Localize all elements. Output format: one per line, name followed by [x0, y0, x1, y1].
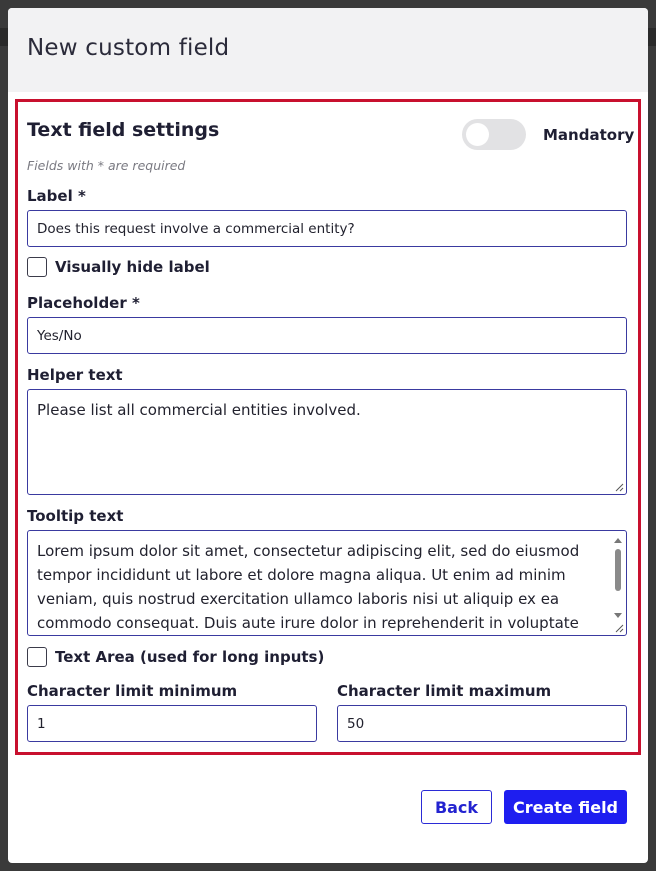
backdrop-edge-left: [0, 28, 8, 46]
label-input[interactable]: Does this request involve a commercial entity?: [27, 210, 627, 247]
toggle-knob: [466, 123, 489, 146]
custom-field-modal: [8, 8, 648, 863]
visually-hide-label-checkbox[interactable]: [27, 257, 47, 277]
mandatory-label: Mandatory: [543, 126, 635, 144]
tooltip-text-input[interactable]: [27, 530, 627, 636]
tooltip-scrollbar[interactable]: [613, 535, 623, 621]
required-note: Fields with * are required: [27, 158, 186, 173]
char-limit-max-input[interactable]: 50: [337, 705, 627, 742]
text-field-settings-panel: [15, 99, 641, 755]
placeholder-field-label: Placeholder *: [27, 294, 140, 312]
scroll-down-icon[interactable]: [614, 613, 622, 618]
tooltip-text-value: Lorem ipsum dolor sit amet, consectetur adipiscing elit, sed do eiusmod tempor incididunt ut labore et dolore magna aliqua. Ut enim ad minim veniam, quis nostrud exercitation ullamco laboris nisi ut aliquip ex ea commodo consequat. Duis aute irure dolor in reprehenderit in voluptate: [37, 542, 580, 632]
settings-title: Text field settings: [27, 119, 220, 141]
modal-header: [8, 8, 648, 92]
create-field-button[interactable]: Create field: [504, 790, 627, 824]
char-limit-min-input[interactable]: 1: [27, 705, 317, 742]
text-area-option-text: Text Area (used for long inputs): [55, 648, 325, 666]
tooltip-text-label: Tooltip text: [27, 507, 124, 525]
label-field-label: Label *: [27, 187, 86, 205]
text-area-checkbox[interactable]: [27, 647, 47, 667]
helper-text-label: Helper text: [27, 366, 123, 384]
scroll-thumb[interactable]: [615, 549, 621, 591]
scroll-up-icon[interactable]: [614, 538, 622, 543]
resize-grip-icon[interactable]: [615, 483, 624, 492]
modal-title: New custom field: [27, 35, 230, 61]
backdrop-edge-right: [648, 28, 656, 46]
text-area-option-row[interactable]: [27, 647, 324, 667]
helper-text-input[interactable]: [27, 389, 627, 495]
placeholder-input[interactable]: Yes/No: [27, 317, 627, 354]
back-button[interactable]: Back: [421, 790, 492, 824]
mandatory-toggle[interactable]: [462, 119, 526, 150]
helper-text-value: Please list all commercial entities involved.: [37, 401, 361, 419]
visually-hide-label-row[interactable]: [27, 257, 210, 277]
visually-hide-label-text: Visually hide label: [55, 258, 210, 276]
resize-grip-icon[interactable]: [615, 624, 624, 633]
char-limit-min-label: Character limit minimum: [27, 682, 238, 700]
char-limit-max-label: Character limit maximum: [337, 682, 552, 700]
